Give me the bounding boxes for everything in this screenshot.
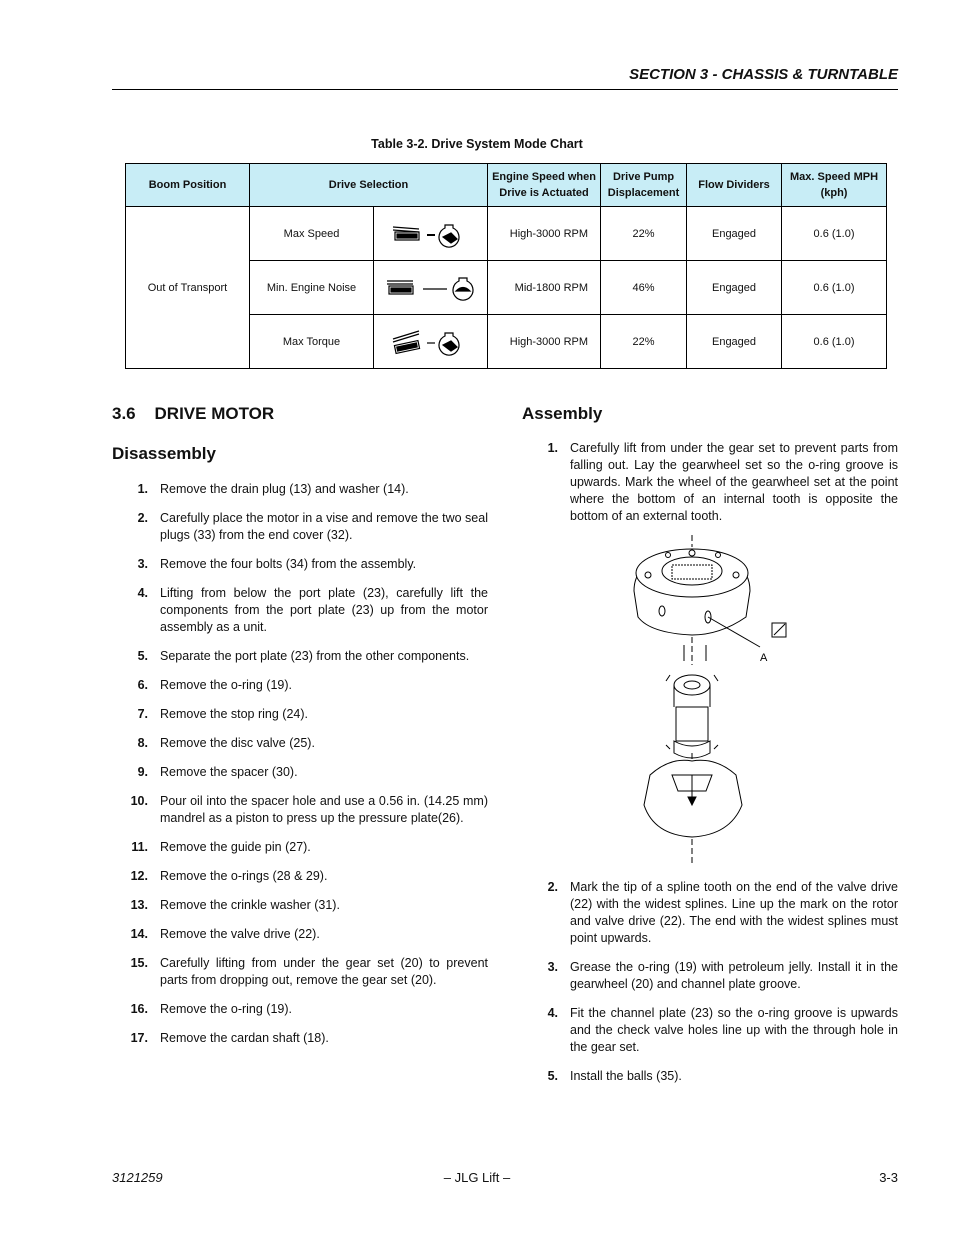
pump-cell: 22% [601, 315, 687, 369]
list-item [112, 955, 488, 989]
boom-position-cell: Out of Transport [126, 207, 250, 369]
item-text: Separate the port plate (23) from the other components. [160, 649, 470, 663]
assembly-heading: Assembly [522, 404, 603, 423]
list-item [112, 677, 488, 694]
engine-speed-cell: High-3000 RPM [488, 315, 601, 369]
section-heading: 3.6 DRIVE MOTOR [112, 404, 275, 423]
item-text: Mark the tip of a spline tooth on the end of the valve drive (22) with the widest splines. Line up the mark on the rotor and valve drive (22). The end with the widest splines must point upwards. [570, 880, 898, 945]
disassembly-heading: Disassembly [112, 444, 216, 463]
item-number: 5. [547, 1069, 558, 1083]
list-item [112, 510, 488, 544]
engine-speed-cell: High-3000 RPM [488, 207, 601, 261]
col-boom-position: Boom Position [126, 164, 250, 207]
engine-speed-cell: Mid-1800 RPM [488, 261, 601, 315]
list-item [112, 1001, 488, 1018]
gearwheel-figure [620, 535, 800, 870]
item-text: Remove the o-rings (28 & 29). [160, 869, 328, 883]
item-number: 1. [547, 441, 558, 455]
min-engine-noise-icon [374, 261, 488, 315]
item-number: 4. [547, 1006, 558, 1020]
max-speed-icon [374, 207, 488, 261]
assembly-list-top [522, 440, 898, 537]
item-number: 1. [137, 482, 148, 496]
list-item [522, 440, 898, 525]
item-text: Install the balls (35). [570, 1069, 682, 1083]
item-number: 17. [130, 1031, 148, 1045]
figure-label-a: A [760, 652, 768, 664]
item-text: Remove the drain plug (13) and washer (14). [160, 482, 409, 496]
drive-selection-cell: Min. Engine Noise [250, 261, 374, 315]
item-text: Remove the disc valve (25). [160, 736, 315, 750]
flow-cell: Engaged [687, 207, 782, 261]
footer-center: – JLG Lift – [443, 1170, 511, 1185]
item-number: 6. [137, 678, 148, 692]
item-text: Remove the spacer (30). [160, 765, 298, 779]
assembly-list-bottom [522, 879, 898, 1097]
item-number: 7. [137, 707, 148, 721]
list-item [112, 1030, 488, 1047]
header-rule [112, 89, 898, 90]
item-text: Remove the o-ring (19). [160, 1002, 293, 1016]
item-number: 9. [137, 765, 148, 779]
table-title: Table 3-2. Drive System Mode Chart [371, 137, 583, 151]
list-item [112, 764, 488, 781]
list-item [522, 1005, 898, 1056]
item-number: 10. [130, 794, 148, 808]
list-item [112, 868, 488, 885]
speed-cell: 0.6 (1.0) [782, 207, 887, 261]
flow-cell: Engaged [687, 261, 782, 315]
item-text: Carefully place the motor in a vise and remove the two seal plugs (33) from the end cover (32). [160, 511, 488, 542]
col-drive-selection: Drive Selection [250, 164, 488, 207]
item-number: 16. [130, 1002, 148, 1016]
item-number: 8. [137, 736, 148, 750]
col-engine-speed: Engine Speed when Drive is Actuated [488, 164, 601, 207]
list-item [112, 556, 488, 573]
list-item [112, 481, 488, 498]
list-item [522, 959, 898, 993]
item-text: Remove the guide pin (27). [160, 840, 311, 854]
max-torque-icon [374, 315, 488, 369]
list-item [112, 585, 488, 636]
item-number: 2. [547, 880, 558, 894]
list-item [112, 735, 488, 752]
item-text: Pour oil into the spacer hole and use a 0.56 in. (14.25 mm) mandrel as a piston to press up the pressure plate(26). [160, 794, 488, 825]
list-item [112, 706, 488, 723]
item-number: 15. [130, 956, 148, 970]
item-text: Remove the four bolts (34) from the assembly. [160, 557, 417, 571]
drive-selection-cell: Max Torque [250, 315, 374, 369]
item-text: Fit the channel plate (23) so the o-ring groove is upwards and the check valve holes line up with the through hole in the gear set. [570, 1006, 898, 1054]
item-text: Grease the o-ring (19) with petroleum jelly. Install it in the gearwheel (20) and channel plate groove. [570, 960, 898, 991]
item-number: 11. [131, 840, 148, 854]
list-item [112, 839, 488, 856]
item-text: Remove the stop ring (24). [160, 707, 308, 721]
footer-doc-number: 3121259 [112, 1170, 163, 1185]
item-text: Remove the cardan shaft (18). [160, 1031, 329, 1045]
col-pump-displacement: Drive Pump Displacement [601, 164, 687, 207]
item-text: Lifting from below the port plate (23), carefully lift the components from the port plate (23) up from the motor assembly as a unit. [160, 586, 488, 634]
speed-cell: 0.6 (1.0) [782, 261, 887, 315]
disassembly-list [112, 481, 488, 1059]
item-number: 13. [130, 898, 148, 912]
item-text: Carefully lifting from under the gear set (20) to prevent parts from dropping out, remove the gear set (20). [160, 956, 488, 987]
footer-page-number: 3-3 [879, 1170, 898, 1185]
item-number: 2. [137, 511, 148, 525]
col-flow-dividers: Flow Dividers [687, 164, 782, 207]
section-header: SECTION 3 - CHASSIS & TURNTABLE [629, 66, 898, 83]
item-number: 5. [137, 649, 148, 663]
pump-cell: 22% [601, 207, 687, 261]
list-item [112, 926, 488, 943]
item-number: 14. [130, 927, 148, 941]
item-text: Remove the valve drive (22). [160, 927, 320, 941]
list-item [112, 897, 488, 914]
flow-cell: Engaged [687, 315, 782, 369]
list-item [112, 648, 488, 665]
item-text: Remove the crinkle washer (31). [160, 898, 340, 912]
item-text: Carefully lift from under the gear set to prevent parts from falling out. Lay the gearwheel set so the o-ring groove is upwards. Mark the wheel of the gearwheel set at the point where the bottom of an internal tooth is opposite the bottom of an external tooth. [570, 441, 898, 523]
item-text: Remove the o-ring (19). [160, 678, 293, 692]
item-number: 12. [130, 869, 148, 883]
item-number: 3. [547, 960, 558, 974]
item-number: 3. [137, 557, 148, 571]
item-number: 4. [137, 586, 148, 600]
table-row [126, 207, 887, 261]
speed-cell: 0.6 (1.0) [782, 315, 887, 369]
drive-selection-cell: Max Speed [250, 207, 374, 261]
pump-cell: 46% [601, 261, 687, 315]
col-max-speed: Max. Speed MPH (kph) [782, 164, 887, 207]
list-item [522, 1068, 898, 1085]
drive-mode-table [125, 163, 887, 369]
list-item [522, 879, 898, 947]
list-item [112, 793, 488, 827]
table-header-row [126, 164, 887, 207]
